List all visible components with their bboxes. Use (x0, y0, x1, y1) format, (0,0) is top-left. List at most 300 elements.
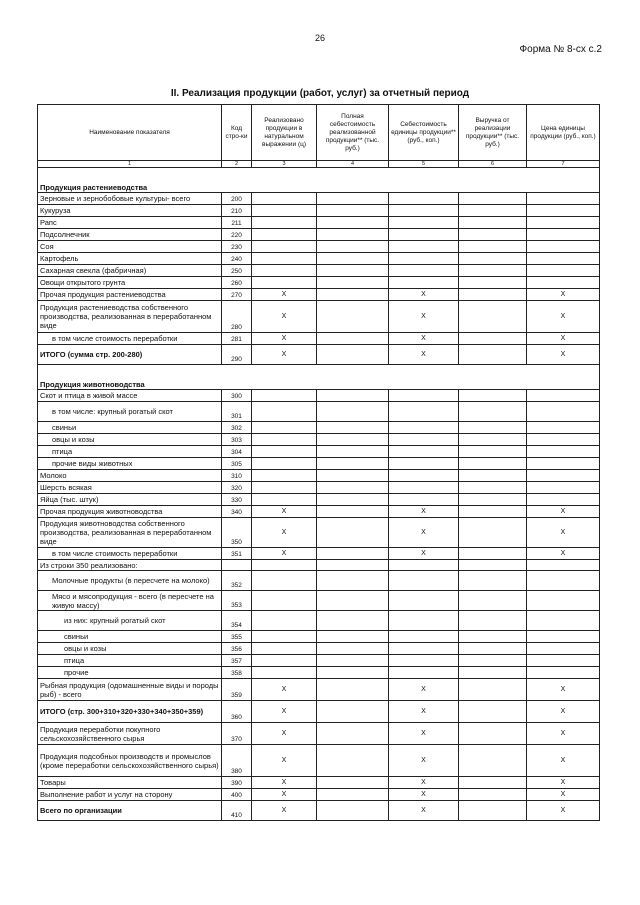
value-cell (389, 667, 459, 679)
value-cell (317, 253, 389, 265)
row-code: 281 (222, 333, 252, 345)
value-cell (317, 193, 389, 205)
x-mark-cell: X (527, 745, 600, 777)
section-spacer-cell (459, 168, 527, 193)
value-cell (389, 494, 459, 506)
row-code: 220 (222, 229, 252, 241)
value-cell (317, 518, 389, 548)
table-row (38, 679, 600, 701)
value-cell (317, 205, 389, 217)
row-label: Овощи открытого грунта (38, 277, 222, 289)
section-spacer-cell (252, 365, 317, 390)
row-label: из них: крупный рогатый скот (38, 611, 222, 631)
value-cell (527, 458, 600, 470)
row-label: Всего по организации (38, 801, 222, 821)
value-cell (389, 205, 459, 217)
value-cell (459, 701, 527, 723)
table-row (38, 591, 600, 611)
row-code: 359 (222, 679, 252, 701)
x-mark-cell: X (527, 518, 600, 548)
row-code: 230 (222, 241, 252, 253)
value-cell (459, 253, 527, 265)
value-cell (527, 390, 600, 402)
value-cell (459, 422, 527, 434)
x-mark-cell: X (252, 548, 317, 560)
table-row (38, 402, 600, 422)
section-spacer-cell (389, 365, 459, 390)
table-row (38, 333, 600, 345)
form-code: Форма № 8-сх с.2 (519, 44, 602, 55)
x-mark-cell: X (389, 723, 459, 745)
value-cell (317, 434, 389, 446)
value-cell (252, 458, 317, 470)
value-cell (459, 611, 527, 631)
x-mark-cell: X (389, 518, 459, 548)
x-mark-cell: X (527, 506, 600, 518)
value-cell (252, 571, 317, 591)
row-code: 380 (222, 745, 252, 777)
value-cell (252, 217, 317, 229)
section-spacer-cell (527, 365, 600, 390)
table-row (38, 745, 600, 777)
value-cell (527, 193, 600, 205)
x-mark-cell: X (527, 723, 600, 745)
table-row (38, 345, 600, 365)
x-mark-cell: X (252, 679, 317, 701)
value-cell (459, 277, 527, 289)
value-cell (252, 265, 317, 277)
row-code: 360 (222, 701, 252, 723)
row-code: 330 (222, 494, 252, 506)
x-mark-cell: X (252, 345, 317, 365)
value-cell (389, 470, 459, 482)
value-cell (317, 667, 389, 679)
value-cell (317, 801, 389, 821)
value-cell (317, 390, 389, 402)
x-mark-cell: X (389, 506, 459, 518)
table-row (38, 518, 600, 548)
value-cell (527, 253, 600, 265)
row-label: Выполнение работ и услуг на сторону (38, 789, 222, 801)
section-spacer-cell (459, 365, 527, 390)
row-code: 356 (222, 643, 252, 655)
row-code: 352 (222, 571, 252, 591)
table-row (38, 701, 600, 723)
value-cell (317, 745, 389, 777)
x-mark-cell: X (527, 777, 600, 789)
value-cell (527, 229, 600, 241)
value-cell (527, 434, 600, 446)
value-cell (459, 390, 527, 402)
x-mark-cell: X (527, 679, 600, 701)
x-mark-cell: X (252, 723, 317, 745)
value-cell (317, 241, 389, 253)
value-cell (317, 560, 389, 571)
value-cell (389, 560, 459, 571)
value-cell (317, 655, 389, 667)
row-label: Шерсть всякая (38, 482, 222, 494)
row-label: в том числе: крупный рогатый скот (38, 402, 222, 422)
value-cell (389, 253, 459, 265)
value-cell (317, 701, 389, 723)
row-label: Рапс (38, 217, 222, 229)
value-cell (527, 265, 600, 277)
section-title: Продукция животноводства (38, 365, 222, 390)
value-cell (317, 777, 389, 789)
value-cell (389, 434, 459, 446)
table-row (38, 470, 600, 482)
value-cell (389, 611, 459, 631)
x-mark-cell: X (389, 345, 459, 365)
x-mark-cell: X (527, 301, 600, 333)
table-row (38, 193, 600, 205)
value-cell (317, 571, 389, 591)
x-mark-cell: X (389, 289, 459, 301)
value-cell (389, 591, 459, 611)
row-label: птица (38, 655, 222, 667)
value-cell (252, 667, 317, 679)
row-label: Соя (38, 241, 222, 253)
value-cell (317, 217, 389, 229)
row-label: в том числе стоимость переработки (38, 333, 222, 345)
section-header-row (38, 168, 600, 193)
row-label: Продукция переработки покупного сельскохозяйственного сырья (38, 723, 222, 745)
table-row (38, 217, 600, 229)
value-cell (527, 241, 600, 253)
value-cell (459, 548, 527, 560)
x-mark-cell: X (252, 301, 317, 333)
row-code: 351 (222, 548, 252, 560)
table-row (38, 571, 600, 591)
value-cell (252, 446, 317, 458)
value-cell (252, 390, 317, 402)
row-label: Товары (38, 777, 222, 789)
x-mark-cell: X (389, 548, 459, 560)
x-mark-cell: X (389, 679, 459, 701)
value-cell (459, 446, 527, 458)
section-spacer-cell (317, 168, 389, 193)
section-title: Продукция растениеводства (38, 168, 222, 193)
value-cell (252, 205, 317, 217)
x-mark-cell: X (527, 789, 600, 801)
value-cell (317, 289, 389, 301)
table-body (38, 168, 600, 821)
value-cell (389, 277, 459, 289)
table-row (38, 289, 600, 301)
section-spacer-cell (317, 365, 389, 390)
section-spacer-cell (252, 168, 317, 193)
row-label: Картофель (38, 253, 222, 265)
value-cell (252, 253, 317, 265)
value-cell (252, 591, 317, 611)
value-cell (459, 333, 527, 345)
row-label: Продукция растениеводства собственного производства, реализованная в переработанном виде (38, 301, 222, 333)
table-row (38, 631, 600, 643)
x-mark-cell: X (389, 301, 459, 333)
value-cell (459, 631, 527, 643)
row-code: 211 (222, 217, 252, 229)
value-cell (317, 643, 389, 655)
value-cell (317, 229, 389, 241)
x-mark-cell: X (389, 777, 459, 789)
value-cell (317, 494, 389, 506)
value-cell (459, 745, 527, 777)
column-header: Полная себестоимость реализованной продукции** (тыс. руб.) (317, 105, 389, 161)
value-cell (527, 667, 600, 679)
value-cell (252, 193, 317, 205)
x-mark-cell: X (389, 745, 459, 777)
value-cell (459, 402, 527, 422)
section-title: II. Реализация продукции (работ, услуг) за отчетный период (170, 88, 470, 99)
column-number: 1 (38, 161, 222, 168)
value-cell (252, 241, 317, 253)
column-number: 3 (252, 161, 317, 168)
row-label: Молоко (38, 470, 222, 482)
value-cell (459, 560, 527, 571)
value-cell (459, 301, 527, 333)
table-row (38, 458, 600, 470)
value-cell (389, 217, 459, 229)
column-header: Цена единицы продукции (руб., коп.) (527, 105, 600, 161)
column-header: Код стро-ки (222, 105, 252, 161)
row-label: птица (38, 446, 222, 458)
table-row (38, 643, 600, 655)
table-row (38, 482, 600, 494)
value-cell (459, 789, 527, 801)
value-cell (459, 482, 527, 494)
row-code: 340 (222, 506, 252, 518)
value-cell (389, 402, 459, 422)
value-cell (252, 229, 317, 241)
row-code: 305 (222, 458, 252, 470)
x-mark-cell: X (389, 789, 459, 801)
column-header: Себестоимость единицы продукции** (руб., коп.) (389, 105, 459, 161)
row-label: овцы и козы (38, 434, 222, 446)
table-row (38, 789, 600, 801)
value-cell (459, 494, 527, 506)
row-label: прочие виды животных (38, 458, 222, 470)
value-cell (527, 446, 600, 458)
value-cell (389, 482, 459, 494)
row-code (222, 560, 252, 571)
column-number: 5 (389, 161, 459, 168)
value-cell (527, 571, 600, 591)
value-cell (317, 631, 389, 643)
row-code: 300 (222, 390, 252, 402)
table-row (38, 446, 600, 458)
table-row (38, 390, 600, 402)
value-cell (459, 777, 527, 789)
value-cell (459, 591, 527, 611)
row-label: свиньи (38, 631, 222, 643)
x-mark-cell: X (389, 701, 459, 723)
value-cell (389, 643, 459, 655)
value-cell (317, 458, 389, 470)
table-row (38, 548, 600, 560)
value-cell (317, 506, 389, 518)
value-cell (252, 482, 317, 494)
value-cell (459, 345, 527, 365)
value-cell (317, 277, 389, 289)
row-label: в том числе стоимость переработки (38, 548, 222, 560)
table-row (38, 265, 600, 277)
row-label: Кукуруза (38, 205, 222, 217)
value-cell (389, 390, 459, 402)
table-row (38, 506, 600, 518)
value-cell (527, 205, 600, 217)
row-label: Подсолнечник (38, 229, 222, 241)
row-code: 303 (222, 434, 252, 446)
value-cell (252, 277, 317, 289)
section-spacer-cell (222, 365, 252, 390)
value-cell (252, 631, 317, 643)
value-cell (317, 446, 389, 458)
x-mark-cell: X (252, 333, 317, 345)
row-label: Молочные продукты (в пересчете на молоко) (38, 571, 222, 591)
x-mark-cell: X (252, 701, 317, 723)
row-label: прочие (38, 667, 222, 679)
value-cell (527, 643, 600, 655)
row-label: овцы и козы (38, 643, 222, 655)
value-cell (527, 402, 600, 422)
value-cell (527, 494, 600, 506)
row-label: ИТОГО (сумма стр. 200-280) (38, 345, 222, 365)
row-label: Из строки 350 реализовано: (38, 560, 222, 571)
row-code: 320 (222, 482, 252, 494)
x-mark-cell: X (252, 518, 317, 548)
value-cell (252, 494, 317, 506)
value-cell (317, 402, 389, 422)
value-cell (459, 229, 527, 241)
value-cell (389, 571, 459, 591)
x-mark-cell: X (252, 289, 317, 301)
x-mark-cell: X (527, 548, 600, 560)
column-number: 4 (317, 161, 389, 168)
table-row (38, 301, 600, 333)
value-cell (389, 446, 459, 458)
value-cell (527, 482, 600, 494)
value-cell (459, 434, 527, 446)
value-cell (459, 241, 527, 253)
value-cell (389, 193, 459, 205)
x-mark-cell: X (252, 777, 317, 789)
row-label: свиньи (38, 422, 222, 434)
value-cell (527, 422, 600, 434)
table-row (38, 667, 600, 679)
value-cell (459, 723, 527, 745)
column-header: Наименование показателя (38, 105, 222, 161)
value-cell (389, 655, 459, 667)
row-code: 304 (222, 446, 252, 458)
value-cell (317, 422, 389, 434)
value-cell (317, 345, 389, 365)
value-cell (459, 801, 527, 821)
row-label: Продукция животноводства собственного производства, реализованная в переработанном виде (38, 518, 222, 548)
value-cell (389, 458, 459, 470)
row-code: 358 (222, 667, 252, 679)
section-header-row (38, 365, 600, 390)
row-label: Мясо и мясопродукция - всего (в пересчете на живую массу) (38, 591, 222, 611)
section-spacer-cell (527, 168, 600, 193)
row-code: 370 (222, 723, 252, 745)
row-label: Зерновые и зернобобовые культуры- всего (38, 193, 222, 205)
value-cell (389, 422, 459, 434)
value-cell (389, 631, 459, 643)
row-code: 270 (222, 289, 252, 301)
table-row (38, 777, 600, 789)
value-cell (317, 789, 389, 801)
column-number: 2 (222, 161, 252, 168)
value-cell (317, 265, 389, 277)
x-mark-cell: X (389, 801, 459, 821)
section-spacer-cell (222, 168, 252, 193)
value-cell (252, 470, 317, 482)
x-mark-cell: X (252, 745, 317, 777)
x-mark-cell: X (252, 801, 317, 821)
value-cell (459, 458, 527, 470)
value-cell (317, 333, 389, 345)
row-label: ИТОГО (стр. 300+310+320+330+340+350+359) (38, 701, 222, 723)
x-mark-cell: X (252, 789, 317, 801)
value-cell (252, 434, 317, 446)
value-cell (459, 193, 527, 205)
row-code: 350 (222, 518, 252, 548)
row-code: 390 (222, 777, 252, 789)
row-code: 310 (222, 470, 252, 482)
table-row (38, 494, 600, 506)
value-cell (527, 591, 600, 611)
value-cell (527, 631, 600, 643)
value-cell (317, 723, 389, 745)
value-cell (527, 217, 600, 229)
x-mark-cell: X (389, 333, 459, 345)
row-label: Продукция подсобных производств и промыслов (кроме переработки сельскохозяйственного сырья) (38, 745, 222, 777)
row-code: 355 (222, 631, 252, 643)
value-cell (317, 482, 389, 494)
table-row (38, 801, 600, 821)
value-cell (527, 470, 600, 482)
row-label: Прочая продукция животноводства (38, 506, 222, 518)
value-cell (459, 518, 527, 548)
table-row (38, 434, 600, 446)
x-mark-cell: X (527, 345, 600, 365)
row-code: 210 (222, 205, 252, 217)
x-mark-cell: X (527, 701, 600, 723)
value-cell (459, 506, 527, 518)
row-label: Сахарная свекла (фабричная) (38, 265, 222, 277)
row-code: 302 (222, 422, 252, 434)
value-cell (459, 667, 527, 679)
row-code: 354 (222, 611, 252, 631)
row-label: Прочая продукция растениеводства (38, 289, 222, 301)
table-row (38, 277, 600, 289)
table-row (38, 205, 600, 217)
page-number: 26 (314, 33, 325, 43)
row-code: 260 (222, 277, 252, 289)
value-cell (317, 470, 389, 482)
row-code: 357 (222, 655, 252, 667)
row-label: Рыбная продукция (одомашненные виды и породы рыб) - всего (38, 679, 222, 701)
table-row (38, 655, 600, 667)
sales-report-table (37, 104, 600, 821)
value-cell (317, 301, 389, 333)
x-mark-cell: X (527, 289, 600, 301)
value-cell (459, 217, 527, 229)
table-row (38, 422, 600, 434)
value-cell (252, 643, 317, 655)
value-cell (317, 611, 389, 631)
value-cell (459, 265, 527, 277)
